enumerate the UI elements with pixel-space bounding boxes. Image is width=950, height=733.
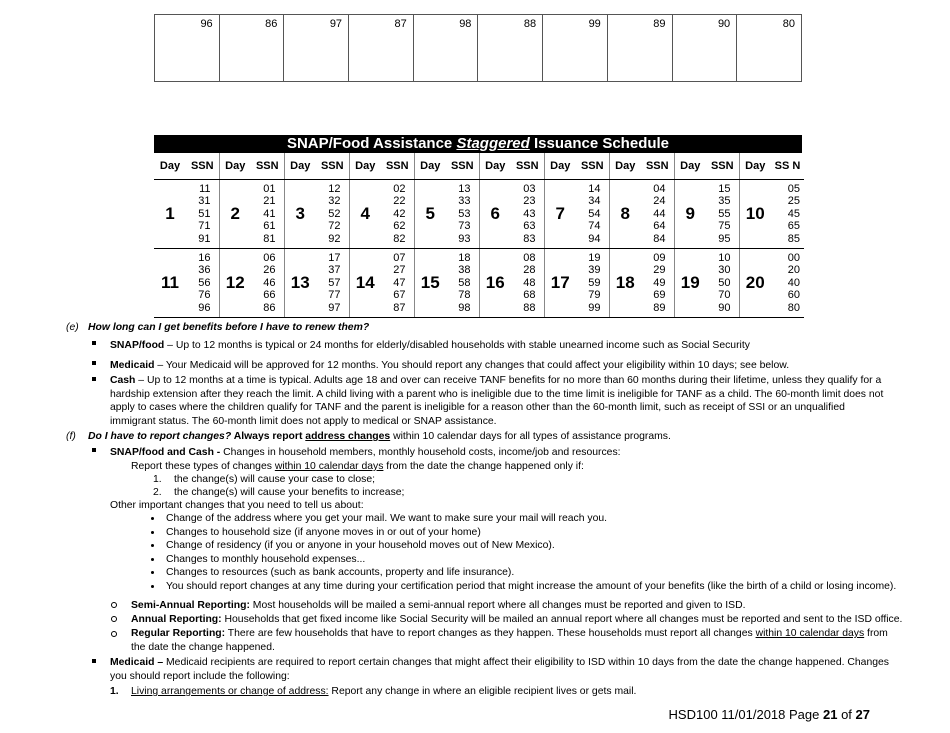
top-cell: 89 — [607, 15, 672, 82]
renew-snap-text: – Up to 12 months is typical or 24 months for elderly/disabled households with stable unearned income such as Social Security — [164, 340, 750, 351]
ssn-digits: 71 — [198, 220, 211, 233]
ssn-digits: 49 — [653, 276, 666, 289]
header-ssn: SSN — [446, 153, 479, 180]
issuance-day: 12 — [219, 249, 251, 318]
ssn-digits-cell — [316, 180, 349, 249]
issuance-day: 1 — [154, 180, 186, 249]
ssn-digits: 79 — [588, 289, 601, 302]
ssn-digits: 39 — [588, 264, 601, 277]
issuance-day: 6 — [479, 180, 511, 249]
bullet-square — [92, 361, 96, 365]
ssn-digits: 77 — [328, 289, 341, 302]
bullet-square — [92, 659, 96, 663]
annual-item — [131, 613, 902, 626]
ssn-digits-cell — [641, 249, 674, 318]
section-f-question: Do I have to report changes? — [88, 431, 232, 442]
ssn-digits: 86 — [263, 301, 276, 314]
ssn-digits: 00 — [787, 251, 800, 264]
bullet-square — [92, 341, 96, 345]
ssn-digits-cell — [186, 180, 219, 249]
ssn-digits-cell — [771, 249, 804, 318]
ssn-digits: 20 — [787, 264, 800, 277]
issuance-day: 7 — [544, 180, 576, 249]
header-day: Day — [219, 153, 251, 180]
ssn-digits: 52 — [328, 207, 341, 220]
header-day: Day — [544, 153, 576, 180]
issuance-day: 13 — [284, 249, 316, 318]
medicaid-changes-label: Medicaid – — [110, 657, 164, 668]
top-cell: 97 — [284, 15, 349, 82]
section-f-heading — [88, 430, 671, 443]
report-post: from the date the change happened only if: — [383, 461, 584, 472]
ssn-digits: 23 — [523, 195, 536, 208]
header-ssn: SSN — [511, 153, 544, 180]
ssn-digits: 19 — [588, 251, 601, 264]
footer-page-number: 21 — [822, 707, 838, 722]
ssn-digits: 94 — [588, 232, 601, 245]
ssn-digits: 42 — [393, 207, 406, 220]
ssn-digits: 50 — [718, 276, 731, 289]
ssn-digits: 46 — [263, 276, 276, 289]
ssn-digits: 26 — [263, 264, 276, 277]
page-footer — [669, 707, 870, 722]
always-report-post: within 10 calendar days for all types of assistance programs. — [390, 431, 671, 442]
ssn-digits: 06 — [263, 251, 276, 264]
medicaid-item-1 — [131, 685, 636, 698]
header-ssn: SSN — [576, 153, 609, 180]
ssn-digits: 34 — [588, 195, 601, 208]
issuance-day: 4 — [349, 180, 381, 249]
ssn-digits-cell — [576, 249, 609, 318]
ssn-digits: 33 — [458, 195, 471, 208]
condition-1-number: 1. — [153, 474, 162, 485]
bullet-dot — [151, 585, 154, 588]
ssn-digits: 67 — [393, 289, 406, 302]
top-cell: 86 — [219, 15, 284, 82]
snap-schedule-table — [154, 153, 804, 318]
top-cell: 96 — [155, 15, 220, 82]
issuance-day: 8 — [609, 180, 641, 249]
ssn-digits: 41 — [263, 207, 276, 220]
medicaid-changes-item — [110, 656, 890, 683]
always-report-underlined: address changes — [305, 431, 391, 442]
issuance-day: 5 — [414, 180, 446, 249]
ssn-digits: 22 — [393, 195, 406, 208]
other-change-item: Changes to household size (if anyone moves in or out of your home) — [166, 526, 481, 538]
ssn-digits: 78 — [458, 289, 471, 302]
ssn-digits: 25 — [787, 195, 800, 208]
ssn-digits-cell — [706, 180, 739, 249]
ssn-digits: 04 — [653, 182, 666, 195]
section-f-marker: (f) — [66, 431, 76, 442]
issuance-day: 10 — [739, 180, 771, 249]
medicaid-item-1-number: 1. — [110, 686, 119, 697]
ssn-digits: 89 — [653, 301, 666, 314]
title-part: SNAP/Food Assistance — [286, 135, 457, 152]
ssn-digits: 55 — [718, 207, 731, 220]
top-cell: 90 — [672, 15, 737, 82]
renew-cash-label: Cash — [110, 375, 136, 386]
ssn-digits-cell — [446, 180, 479, 249]
title-emphasis: Staggered — [456, 135, 530, 152]
issuance-day: 20 — [739, 249, 771, 318]
ssn-digits: 76 — [198, 289, 211, 302]
header-day: Day — [609, 153, 641, 180]
ssn-digits: 92 — [328, 232, 341, 245]
issuance-day: 3 — [284, 180, 316, 249]
ssn-digits: 54 — [588, 207, 601, 220]
header-ssn: SSN — [251, 153, 284, 180]
ssn-digits: 95 — [718, 232, 731, 245]
ssn-digits: 51 — [198, 207, 211, 220]
ssn-digits: 36 — [198, 264, 211, 277]
ssn-digits: 02 — [393, 182, 406, 195]
other-change-item: You should report changes at any time during your certification period that might increase the amount of your benefits (like the birth of a child or losing income). — [166, 581, 897, 592]
condition-2-text: the change(s) will cause your benefits to increase; — [174, 487, 405, 498]
bullet-dot — [151, 517, 154, 520]
ssn-digits: 24 — [653, 195, 666, 208]
report-pre: Report these types of changes — [131, 461, 275, 472]
ssn-digits-cell — [251, 249, 284, 318]
ssn-digits: 44 — [653, 207, 666, 220]
header-day: Day — [349, 153, 381, 180]
ssn-digits: 60 — [787, 289, 800, 302]
ssn-digits: 73 — [458, 220, 471, 233]
report-conditions — [131, 460, 584, 473]
issuance-day: 2 — [219, 180, 251, 249]
ssn-digits: 45 — [787, 207, 800, 220]
header-day: Day — [479, 153, 511, 180]
header-day: Day — [284, 153, 316, 180]
ssn-digits-cell — [706, 249, 739, 318]
ssn-digits: 31 — [198, 195, 211, 208]
regular-label: Regular Reporting: — [131, 628, 226, 639]
footer-of: of — [837, 707, 856, 722]
renew-medicaid-item — [110, 359, 789, 372]
ssn-digits-cell — [576, 180, 609, 249]
ssn-digits: 10 — [718, 251, 731, 264]
renew-snap-label: SNAP/food — [110, 340, 165, 351]
header-ssn: SSN — [381, 153, 414, 180]
ssn-digits: 09 — [653, 251, 666, 264]
schedule-row — [154, 249, 804, 318]
ssn-digits-cell — [381, 249, 414, 318]
bullet-dot — [151, 571, 154, 574]
ssn-digits: 81 — [263, 232, 276, 245]
other-change-item: Change of the address where you get your mail. We want to make sure your mail will reach you. — [166, 513, 608, 524]
schedule-row — [154, 180, 804, 249]
ssn-digits: 08 — [523, 251, 536, 264]
renew-cash-item — [110, 374, 890, 428]
issuance-day: 15 — [414, 249, 446, 318]
section-e-marker: (e) — [66, 322, 79, 333]
issuance-day: 11 — [154, 249, 186, 318]
other-change-item: Change of residency (if you or anyone in your household moves out of New Mexico). — [166, 540, 555, 552]
bullet-square — [92, 448, 96, 452]
issuance-day: 17 — [544, 249, 576, 318]
ssn-digits-cell — [511, 180, 544, 249]
ssn-digits-cell — [641, 180, 674, 249]
regular-underlined: within 10 calendar days — [755, 628, 865, 639]
snapcash-label: SNAP/food and Cash - — [110, 447, 221, 458]
ssn-digits: 99 — [588, 301, 601, 314]
ssn-digits: 59 — [588, 276, 601, 289]
ssn-digits: 68 — [523, 289, 536, 302]
top-cell: 88 — [478, 15, 543, 82]
issuance-day: 16 — [479, 249, 511, 318]
snap-schedule — [154, 135, 802, 318]
ssn-digits-cell — [771, 180, 804, 249]
ssn-digits: 16 — [198, 251, 211, 264]
ssn-digits: 93 — [458, 232, 471, 245]
ssn-digits: 35 — [718, 195, 731, 208]
ssn-digits: 18 — [458, 251, 471, 264]
ssn-digits: 12 — [328, 182, 341, 195]
ssn-digits: 57 — [328, 276, 341, 289]
ssn-digits: 70 — [718, 289, 731, 302]
ssn-digits: 85 — [787, 232, 800, 245]
snap-schedule-title — [154, 135, 802, 153]
condition-1-text: the change(s) will cause your case to close; — [174, 474, 375, 485]
bullet-dot — [151, 531, 154, 534]
ssn-digits-cell — [316, 249, 349, 318]
semi-annual-label: Semi-Annual Reporting: — [131, 600, 250, 611]
issuance-day: 14 — [349, 249, 381, 318]
renew-medicaid-label: Medicaid — [110, 360, 155, 371]
ssn-digits: 07 — [393, 251, 406, 264]
header-day: Day — [674, 153, 706, 180]
ssn-digits: 74 — [588, 220, 601, 233]
ssn-digits-cell — [381, 180, 414, 249]
ssn-digits: 11 — [199, 182, 211, 195]
ssn-digits: 75 — [718, 220, 731, 233]
regular-pre: There are few households that have to report changes as they happen. These households must report all changes — [225, 628, 756, 639]
ssn-digits: 53 — [458, 207, 471, 220]
ssn-digits: 32 — [328, 195, 341, 208]
ssn-digits: 84 — [653, 232, 666, 245]
other-change-item: Changes to monthly household expenses... — [166, 553, 366, 565]
ssn-digits: 72 — [328, 220, 341, 233]
top-cell: 99 — [543, 15, 608, 82]
footer-doc-id: HSD100 11/01/2018 Page — [668, 707, 823, 722]
ssn-digits: 14 — [588, 182, 601, 195]
ssn-digits: 88 — [523, 301, 536, 314]
snapcash-text: Changes in household members, monthly household costs, income/job and resources: — [220, 447, 621, 458]
title-part: Issuance Schedule — [529, 135, 670, 152]
top-cell: 80 — [737, 15, 802, 82]
ssn-digits-cell — [251, 180, 284, 249]
ssn-digits: 30 — [718, 264, 731, 277]
circle-bullet — [111, 631, 117, 637]
issuance-day: 19 — [674, 249, 706, 318]
always-report-pre: Always report — [231, 431, 306, 442]
header-ssn: SSN — [186, 153, 219, 180]
ssn-digits: 65 — [787, 220, 800, 233]
ssn-digits: 64 — [653, 220, 666, 233]
circle-bullet — [111, 616, 117, 622]
top-cell: 87 — [349, 15, 414, 82]
condition-2-number: 2. — [153, 487, 162, 498]
annual-text: Households that get fixed income like Social Security will be mailed an annual report where all changes must be reported and sent to the ISD office. — [221, 614, 903, 625]
header-day: Day — [739, 153, 771, 180]
ssn-digits: 01 — [263, 182, 276, 195]
ssn-digits: 28 — [523, 264, 536, 277]
ssn-digits-cell — [446, 249, 479, 318]
ssn-digits: 61 — [263, 220, 276, 233]
other-change-item: Changes to resources (such as bank accounts, property and life insurance). — [166, 567, 515, 579]
medicaid-item-1-label: Living arrangements or change of address: — [131, 686, 329, 697]
top-cell: 98 — [413, 15, 478, 82]
issuance-day: 18 — [609, 249, 641, 318]
ssn-digits: 69 — [653, 289, 666, 302]
medicaid-item-1-text: Report any change in where an eligible recipient lives or gets mail. — [328, 686, 637, 697]
ssn-digits: 83 — [523, 232, 536, 245]
ssn-digits: 62 — [393, 220, 406, 233]
ssn-digits: 37 — [328, 264, 341, 277]
header-ssn: SSN — [706, 153, 739, 180]
ssn-digits: 56 — [198, 276, 211, 289]
section-e-question: How long can I get benefits before I have to renew them? — [88, 322, 370, 333]
renew-snap-item — [110, 339, 750, 352]
footer-page-total: 27 — [855, 707, 870, 722]
ssn-digits: 91 — [198, 232, 211, 245]
other-changes-intro: Other important changes that you need to tell us about: — [110, 500, 364, 511]
ssn-digits: 80 — [787, 301, 800, 314]
regular-item — [131, 627, 891, 654]
ssn-digits: 87 — [393, 301, 406, 314]
semi-annual-item — [131, 599, 745, 612]
ssn-digits: 05 — [787, 182, 800, 195]
ssn-digits: 98 — [458, 301, 471, 314]
circle-bullet — [111, 602, 117, 608]
ssn-digits: 38 — [458, 264, 471, 277]
report-underlined: within 10 calendar days — [274, 461, 384, 472]
issuance-day: 9 — [674, 180, 706, 249]
bullet-dot — [151, 558, 154, 561]
ssn-digits: 58 — [458, 276, 471, 289]
ssn-digits: 82 — [393, 232, 406, 245]
ssn-digits: 13 — [458, 182, 471, 195]
ssn-digits: 43 — [523, 207, 536, 220]
header-day: Day — [414, 153, 446, 180]
semi-annual-text: Most households will be mailed a semi-annual report where all changes must be reported and given to ISD. — [249, 600, 746, 611]
renew-medicaid-text: – Your Medicaid will be approved for 12 months. You should report any changes that could affect your eligibility within 10 days; see below. — [154, 360, 790, 371]
ssn-digits: 15 — [718, 182, 731, 195]
bullet-dot — [151, 544, 154, 547]
ssn-digits: 48 — [523, 276, 536, 289]
header-ssn: SSN — [641, 153, 674, 180]
ssn-digits: 17 — [328, 251, 341, 264]
renew-cash-text: – Up to 12 months at a time is typical. Adults age 18 and over can receive TANF benefits for no more than 60 months during their lifetime, unless they qualify for a hardship extension after they reach the limit. A child living with a parent who is ineligible due to the time limit is ineligible for TANF as a child. The 60-month limit does not apply to cases where the children qualify for TANF and the parent is ineligible for a reason other than the 60-month limit, such as receipt of SSI or an unqualified immigrant status. The 60-month limit does not apply to medical or SNAP assistance. — [110, 375, 884, 427]
ssn-digits: 27 — [393, 264, 406, 277]
ssn-digits: 40 — [787, 276, 800, 289]
ssn-digits-cell — [186, 249, 219, 318]
ssn-digits: 96 — [198, 301, 211, 314]
ssn-digits-cell — [511, 249, 544, 318]
top-ssn-table — [154, 14, 802, 82]
bullet-square — [92, 377, 96, 381]
ssn-digits: 03 — [523, 182, 536, 195]
ssn-digits: 47 — [393, 276, 406, 289]
medicaid-changes-text: Medicaid recipients are required to report certain changes that might affect their eligibility to ISD within 10 days from the date the change happened. Changes you should report include the following: — [110, 657, 889, 682]
regular-post: from the date the change happened. — [131, 628, 888, 653]
ssn-digits: 29 — [653, 264, 666, 277]
ssn-digits: 97 — [328, 301, 341, 314]
header-ssn: SSN — [316, 153, 349, 180]
snapcash-item — [110, 446, 621, 459]
ssn-digits: 63 — [523, 220, 536, 233]
annual-label: Annual Reporting: — [131, 614, 222, 625]
ssn-digits: 90 — [718, 301, 731, 314]
header-ssn: SS N — [771, 153, 804, 180]
header-day: Day — [154, 153, 186, 180]
ssn-digits: 66 — [263, 289, 276, 302]
ssn-digits: 21 — [263, 195, 276, 208]
